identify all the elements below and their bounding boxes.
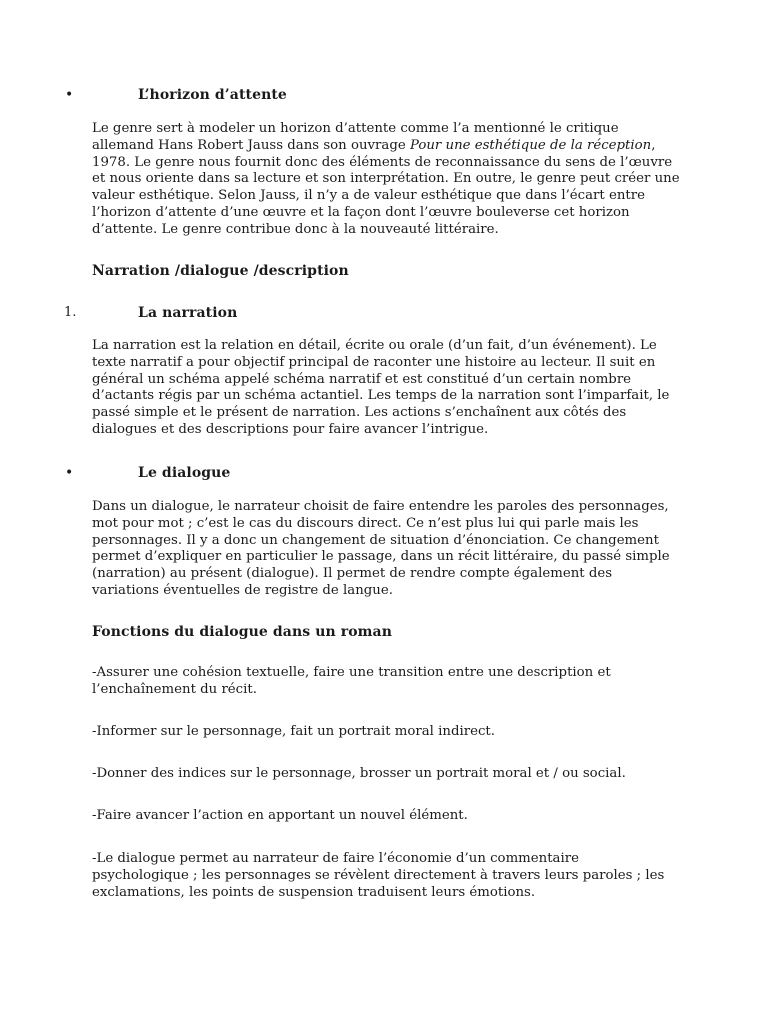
text-line: l’horizon d’attente d’une œuvre et la façon dont l’œuvre bouleverse cet horizon [92, 204, 630, 220]
text-line: permet d’expliquer en particulier le passage, dans un récit littéraire, du passé simple [92, 549, 670, 565]
section-title: L’horizon d’attente [138, 87, 287, 103]
function-item [92, 724, 682, 741]
function-item [92, 665, 682, 699]
section-title: Le dialogue [138, 465, 231, 481]
book-title: Pour une esthétique de la réception [409, 137, 652, 153]
text-line: La narration est la relation en détail, écrite ou orale (d’un fait, d’un événement). Le [92, 338, 657, 353]
text-segment: , [651, 137, 656, 153]
number-marker: 1. [64, 305, 77, 320]
text-line: général un schéma appelé schéma narratif et est constitué d’un certain nombre [92, 371, 632, 387]
section-heading-horizon [0, 85, 768, 107]
text-line: 1978. Le genre nous fournit donc des éléments de reconnaissance du sens de l’œuvre [92, 154, 673, 170]
function-item [92, 808, 682, 825]
text-line: passé simple et le présent de narration. Les actions s’enchaînent aux côtés des [92, 405, 627, 421]
text-line: (narration) au présent (dialogue). Il permet de rendre compte également des [92, 566, 613, 582]
paragraph-narration [92, 338, 682, 439]
text-line [92, 138, 682, 155]
bullet-marker: • [65, 87, 74, 103]
text-line: l’enchaînement du récit. [92, 681, 257, 697]
section-title: La narration [138, 305, 238, 321]
function-item [92, 766, 682, 783]
text-line: d’attente. Le genre contribue donc à la nouveauté littéraire. [92, 221, 499, 237]
text-line: dialogues et des descriptions pour faire avancer l’intrigue. [92, 421, 489, 437]
section-heading-narration [0, 303, 768, 325]
function-item [92, 851, 682, 901]
text-line: -Faire avancer l’action en apportant un nouvel élément. [92, 808, 468, 823]
text-line: Le genre sert à modeler un horizon d’attente comme l’a mentionné le critique [92, 121, 619, 136]
text-line: texte narratif a pour objectif principal de raconter une histoire au lecteur. Il suit en [92, 354, 656, 370]
text-line: variations éventuelles de registre de langue. [92, 582, 393, 598]
text-segment: allemand Hans Robert Jauss dans son ouvrage [92, 137, 410, 153]
sub-heading-narration-dialogue-description: Narration /dialogue /description [92, 263, 349, 279]
text-line: Dans un dialogue, le narrateur choisit de faire entendre les paroles des personnages, [92, 499, 669, 514]
text-line: psychologique ; les personnages se révèlent directement à travers leurs paroles ; les [92, 867, 665, 883]
section-heading-dialogue [0, 463, 768, 485]
text-line: valeur esthétique. Selon Jauss, il n’y a de valeur esthétique que dans l’écart entre [92, 188, 645, 204]
text-line: mot pour mot ; c’est le cas du discours direct. Ce n’est plus lui qui parle mais les [92, 515, 639, 531]
text-line: et nous oriente dans sa lecture et son interprétation. En outre, le genre peut créer une [92, 171, 680, 187]
text-line: -Informer sur le personnage, fait un portrait moral indirect. [92, 724, 495, 739]
text-line: -Le dialogue permet au narrateur de faire l’économie d’un commentaire [92, 851, 579, 866]
text-line: -Assurer une cohésion textuelle, faire une transition entre une description et [92, 665, 611, 680]
paragraph-dialogue [92, 499, 682, 600]
paragraph-horizon [92, 121, 682, 239]
text-line: exclamations, les points de suspension traduisent leurs émotions. [92, 884, 536, 900]
bullet-marker: • [65, 465, 74, 481]
sub-heading-functions: Fonctions du dialogue dans un roman [92, 624, 393, 640]
text-line: -Donner des indices sur le personnage, brosser un portrait moral et / ou social. [92, 766, 626, 781]
text-line: d’actants régis par un schéma actantiel. Les temps de la narration sont l’imparfait, le [92, 388, 670, 404]
text-line: personnages. Il y a donc un changement de situation d’énonciation. Ce changement [92, 532, 659, 548]
